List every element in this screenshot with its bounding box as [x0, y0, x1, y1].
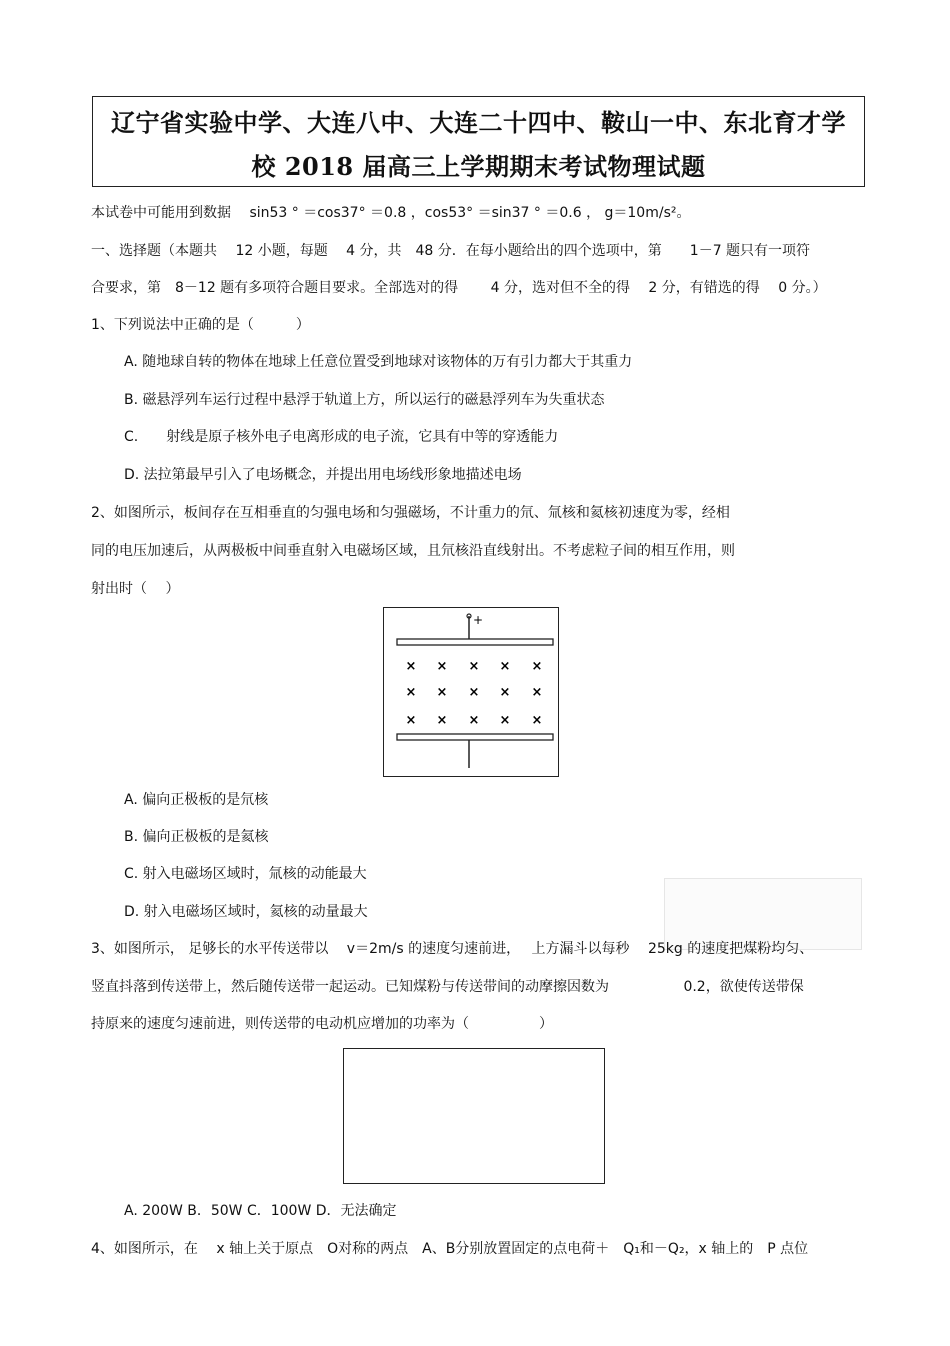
- q1-option-a: A. 随地球自转的物体在地球上任意位置受到地球对该物体的万有引力都大于其重力: [124, 354, 633, 370]
- title-line-1: 辽宁省实验中学、大连八中、大连二十四中、鞍山一中、东北育才学: [111, 108, 846, 137]
- title-line-2: 校 2018 届高三上学期期末考试物理试题: [251, 152, 706, 181]
- field-x-mark: ×: [499, 659, 511, 674]
- question-1-stem: 1、下列说法中正确的是（ ）: [91, 317, 310, 333]
- field-x-mark: ×: [436, 659, 448, 674]
- field-x-mark: ×: [468, 713, 480, 728]
- field-x-mark: ×: [405, 659, 417, 674]
- q1-option-d: D. 法拉第最早引入了电场概念，并提出用电场线形象地描述电场: [124, 467, 522, 483]
- magnetic-field-marks: [406, 659, 543, 728]
- field-x-mark: ×: [436, 713, 448, 728]
- q1-option-c: C. 射线是原子核外电子电离形成的电子流，它具有中等的穿透能力: [124, 429, 559, 445]
- field-x-mark: ×: [436, 685, 448, 700]
- q1-option-b: B. 磁悬浮列车运行过程中悬浮于轨道上方，所以运行的磁悬浮列车为失重状态: [124, 392, 605, 408]
- plus-sign: +: [473, 613, 484, 627]
- q2-option-a: A. 偏向正极板的是氘核: [124, 792, 269, 808]
- field-x-mark: ×: [468, 659, 480, 674]
- q2-option-b: B. 偏向正极板的是氦核: [124, 829, 269, 845]
- capacitor-field-figure: [383, 607, 559, 777]
- field-x-mark: ×: [405, 713, 417, 728]
- question-3-line-3: 持原来的速度匀速前进，则传送带的电动机应增加的功率为（ ）: [91, 1016, 553, 1032]
- field-x-mark: ×: [405, 685, 417, 700]
- field-x-mark: ×: [531, 685, 543, 700]
- section-instructions-2: 合要求，第 8－12 题有多项符合题目要求。全部选对的得 4 分，选对但不全的得 2 分，有错选的得 0 分。）: [91, 280, 827, 296]
- q2-option-c: C. 射入电磁场区域时，氚核的动能最大: [124, 866, 367, 882]
- field-x-mark: ×: [468, 685, 480, 700]
- question-2-line-1: 2、如图所示，板间存在互相垂直的匀强电场和匀强磁场，不计重力的氘、氚核和氦核初速度为零，经相: [91, 505, 730, 521]
- question-4-line-1: 4、如图所示，在 x 轴上关于原点 O对称的两点 A、B分别放置固定的点电荷＋ Q₁和－Q₂，x 轴上的 P 点位: [91, 1241, 809, 1257]
- data-note: 本试卷中可能用到数据 sin53 ° ＝cos37° ＝0.8 ，cos53° ＝sin37 ° ＝0.6 ， g＝10m/s²。: [91, 205, 691, 221]
- question-2-line-2: 同的电压加速后，从两极板中间垂直射入电磁场区域，且氘核沿直线射出。不考虑粒子间的相互作用，则: [91, 543, 735, 559]
- question-2-line-3: 射出时（ ）: [91, 581, 180, 597]
- q3-options: A. 200W B．50W C．100W D．无法确定: [124, 1203, 397, 1219]
- section-instructions-1: 一、选择题（本题共 12 小题，每题 4 分，共 48 分．在每小题给出的四个选项中，第 1－7 题只有一项符: [91, 243, 811, 259]
- bottom-plate: [397, 734, 553, 740]
- question-3-line-1: 3、如图所示， 足够长的水平传送带以 v＝2m/s 的速度匀速前进， 上方漏斗以每秒 25kg 的速度把煤粉均匀、: [91, 941, 814, 957]
- capacitor-field-diagram: [384, 608, 557, 775]
- field-x-mark: ×: [499, 713, 511, 728]
- field-x-mark: ×: [531, 713, 543, 728]
- top-plate: [397, 639, 553, 645]
- field-x-mark: ×: [531, 659, 543, 674]
- conveyor-figure-placeholder: [343, 1048, 605, 1184]
- field-x-mark: ×: [499, 685, 511, 700]
- question-3-line-2: 竖直抖落到传送带上，然后随传送带一起运动。已知煤粉与传送带间的动摩擦因数为 0.2，欲使传送带保: [91, 979, 804, 995]
- q2-option-d: D. 射入电磁场区域时，氦核的动量最大: [124, 904, 368, 920]
- title-box: [92, 96, 865, 187]
